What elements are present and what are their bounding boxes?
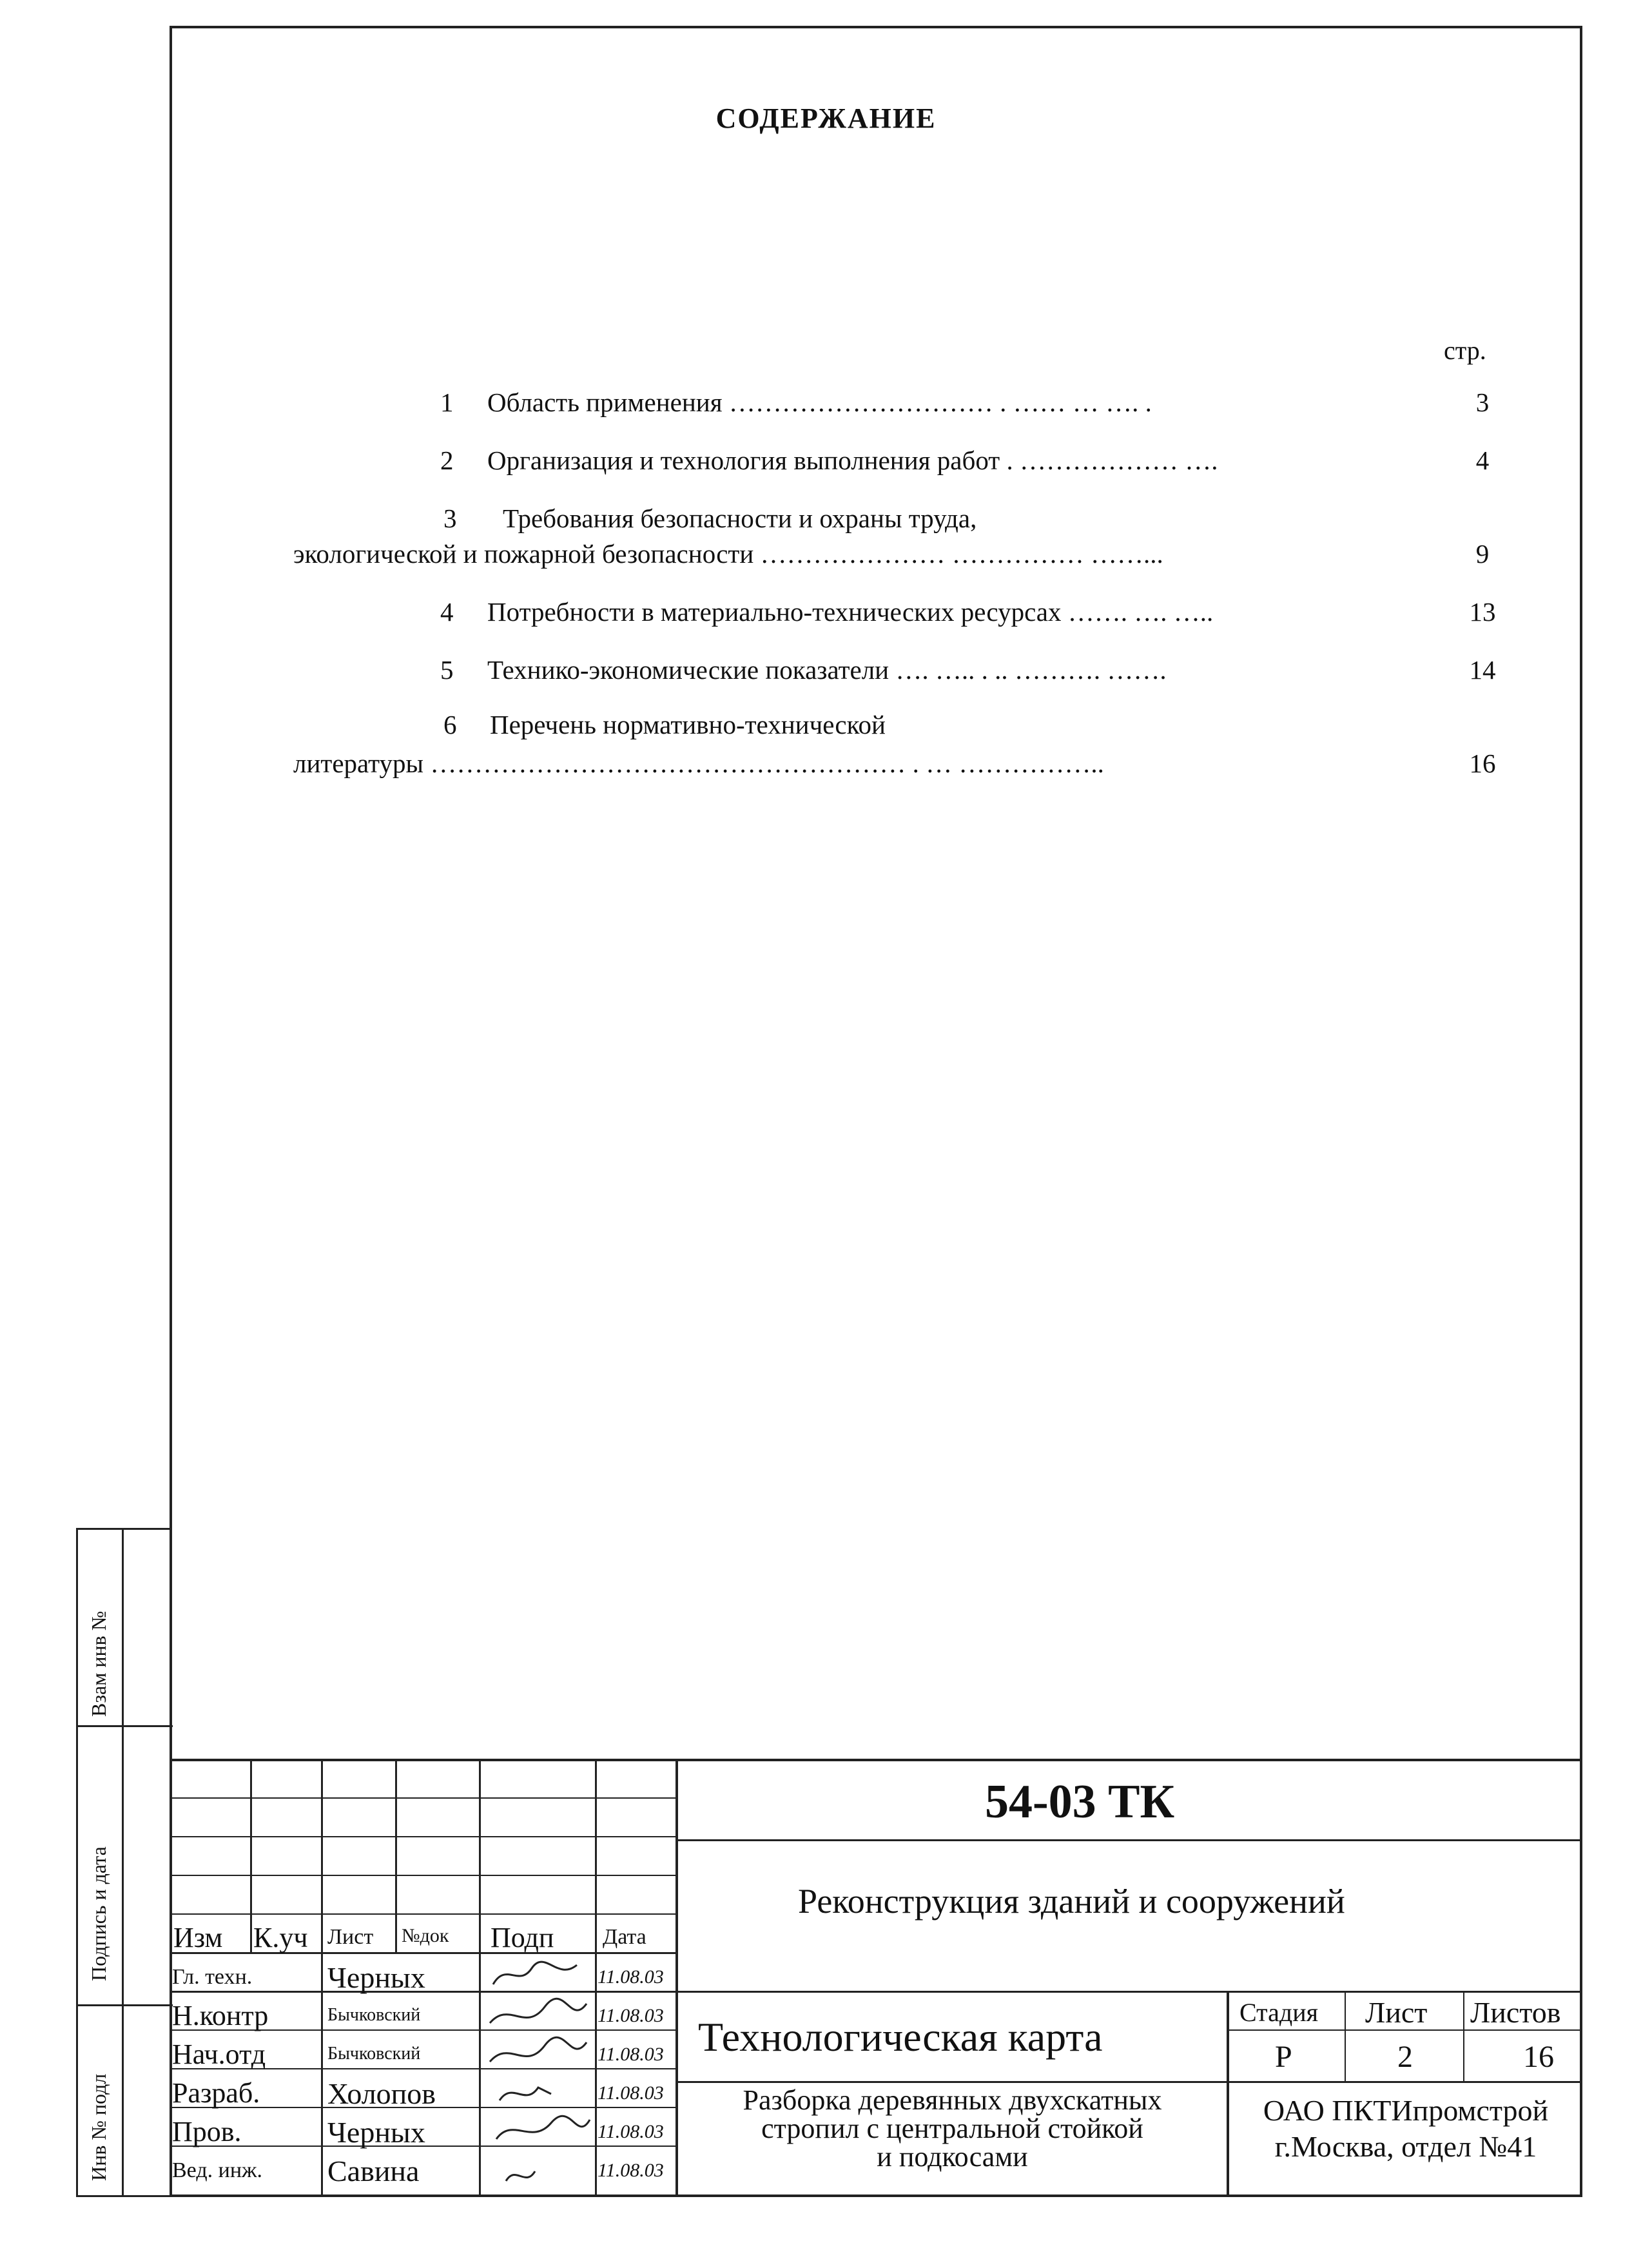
- stamp-header-ndok: №док: [402, 1925, 449, 1946]
- toc-page: 14: [1469, 655, 1496, 685]
- side-label-podpis: Подпись и дата: [87, 1846, 110, 1981]
- document-code: 54-03 ТК: [985, 1775, 1175, 1828]
- sheet-value: 2: [1397, 2040, 1413, 2074]
- stamp-header-podp: Подп: [491, 1922, 554, 1953]
- toc-number: 3: [443, 503, 457, 533]
- toc-entry: Технико-экономические показатели …. ….. . .. ………. …….: [487, 655, 1167, 685]
- toc-number: 4: [440, 597, 454, 627]
- page-title: СОДЕРЖАНИЕ: [715, 103, 937, 134]
- document-subject: Разборка деревянных двухскатных стропил с центральной стойкой и подкосами: [743, 2084, 1162, 2173]
- project-name: Реконструкция зданий и сооружений: [798, 1882, 1345, 1921]
- stamp-header-data: Дата: [603, 1925, 646, 1949]
- toc-entry-continuation: экологической и пожарной безопасности ………………… …………… ……...: [293, 539, 1163, 569]
- toc-entry: Перечень нормативно-технической: [490, 710, 886, 739]
- role-label: Гл. техн.: [172, 1965, 253, 1989]
- toc-page: 16: [1469, 748, 1496, 778]
- person-name: Савина: [327, 2155, 420, 2187]
- toc-page: 3: [1475, 387, 1490, 417]
- toc-number: 1: [440, 387, 454, 417]
- sheets-label: Листов: [1470, 1996, 1561, 2029]
- person-name: Черных: [327, 2116, 425, 2149]
- sheet-label: Лист: [1365, 1996, 1428, 2029]
- sign-date: 11.08.03: [598, 1966, 664, 1988]
- sign-date: 11.08.03: [598, 2160, 664, 2181]
- role-label: Пров.: [172, 2116, 242, 2147]
- side-stamp: [76, 1528, 171, 2197]
- role-label: Разраб.: [172, 2077, 260, 2109]
- person-name: Бычковский: [327, 2005, 421, 2025]
- toc-entry: Организация и технология выполнения работ . ……………… ….: [487, 445, 1218, 475]
- toc-page: 13: [1469, 597, 1496, 627]
- stage-value: Р: [1275, 2040, 1292, 2074]
- sign-date: 11.08.03: [598, 2005, 664, 2026]
- toc-entry: Область применения ………………………… . …… … …. .: [487, 387, 1152, 417]
- stage-label: Стадия: [1239, 1998, 1319, 2027]
- person-name: Бычковский: [327, 2044, 421, 2064]
- toc-entry-continuation: литературы ……………………………………………… . … ……………..: [293, 748, 1104, 778]
- stamp-header-kuch: К.уч: [253, 1922, 308, 1953]
- toc-entry: Требования безопасности и охраны труда,: [503, 503, 977, 533]
- toc-number: 2: [440, 445, 454, 475]
- toc-page: 4: [1475, 445, 1490, 475]
- side-label-inv: Инв № подл: [87, 2073, 110, 2181]
- toc-page: 9: [1475, 539, 1490, 569]
- title-block: [170, 1759, 1582, 2197]
- signatures-image: [480, 1955, 595, 2197]
- role-label: Вед. инж.: [172, 2158, 263, 2182]
- pages-column-label: стр.: [1444, 336, 1486, 365]
- sheets-value: 16: [1523, 2040, 1554, 2074]
- stamp-header-izm: Изм: [173, 1922, 223, 1953]
- role-label: Нач.отд: [172, 2038, 266, 2070]
- toc-number: 6: [443, 710, 457, 739]
- document-type: Технологическая карта: [698, 2014, 1103, 2060]
- sign-date: 11.08.03: [598, 2044, 664, 2065]
- person-name: Холопов: [327, 2077, 436, 2110]
- organization: ОАО ПКТИпромстрой г.Москва, отдел №41: [1263, 2094, 1549, 2163]
- role-label: Н.контр: [172, 2000, 269, 2031]
- toc-entry: Потребности в материально-технических ресурсах ……. …. …..: [487, 597, 1214, 627]
- sign-date: 11.08.03: [598, 2082, 664, 2104]
- stamp-header-list: Лист: [327, 1925, 374, 1949]
- person-name: Черных: [327, 1961, 425, 1994]
- side-label-vzam: Взам инв №: [87, 1610, 110, 1717]
- toc-number: 5: [440, 655, 454, 685]
- sign-date: 11.08.03: [598, 2121, 664, 2142]
